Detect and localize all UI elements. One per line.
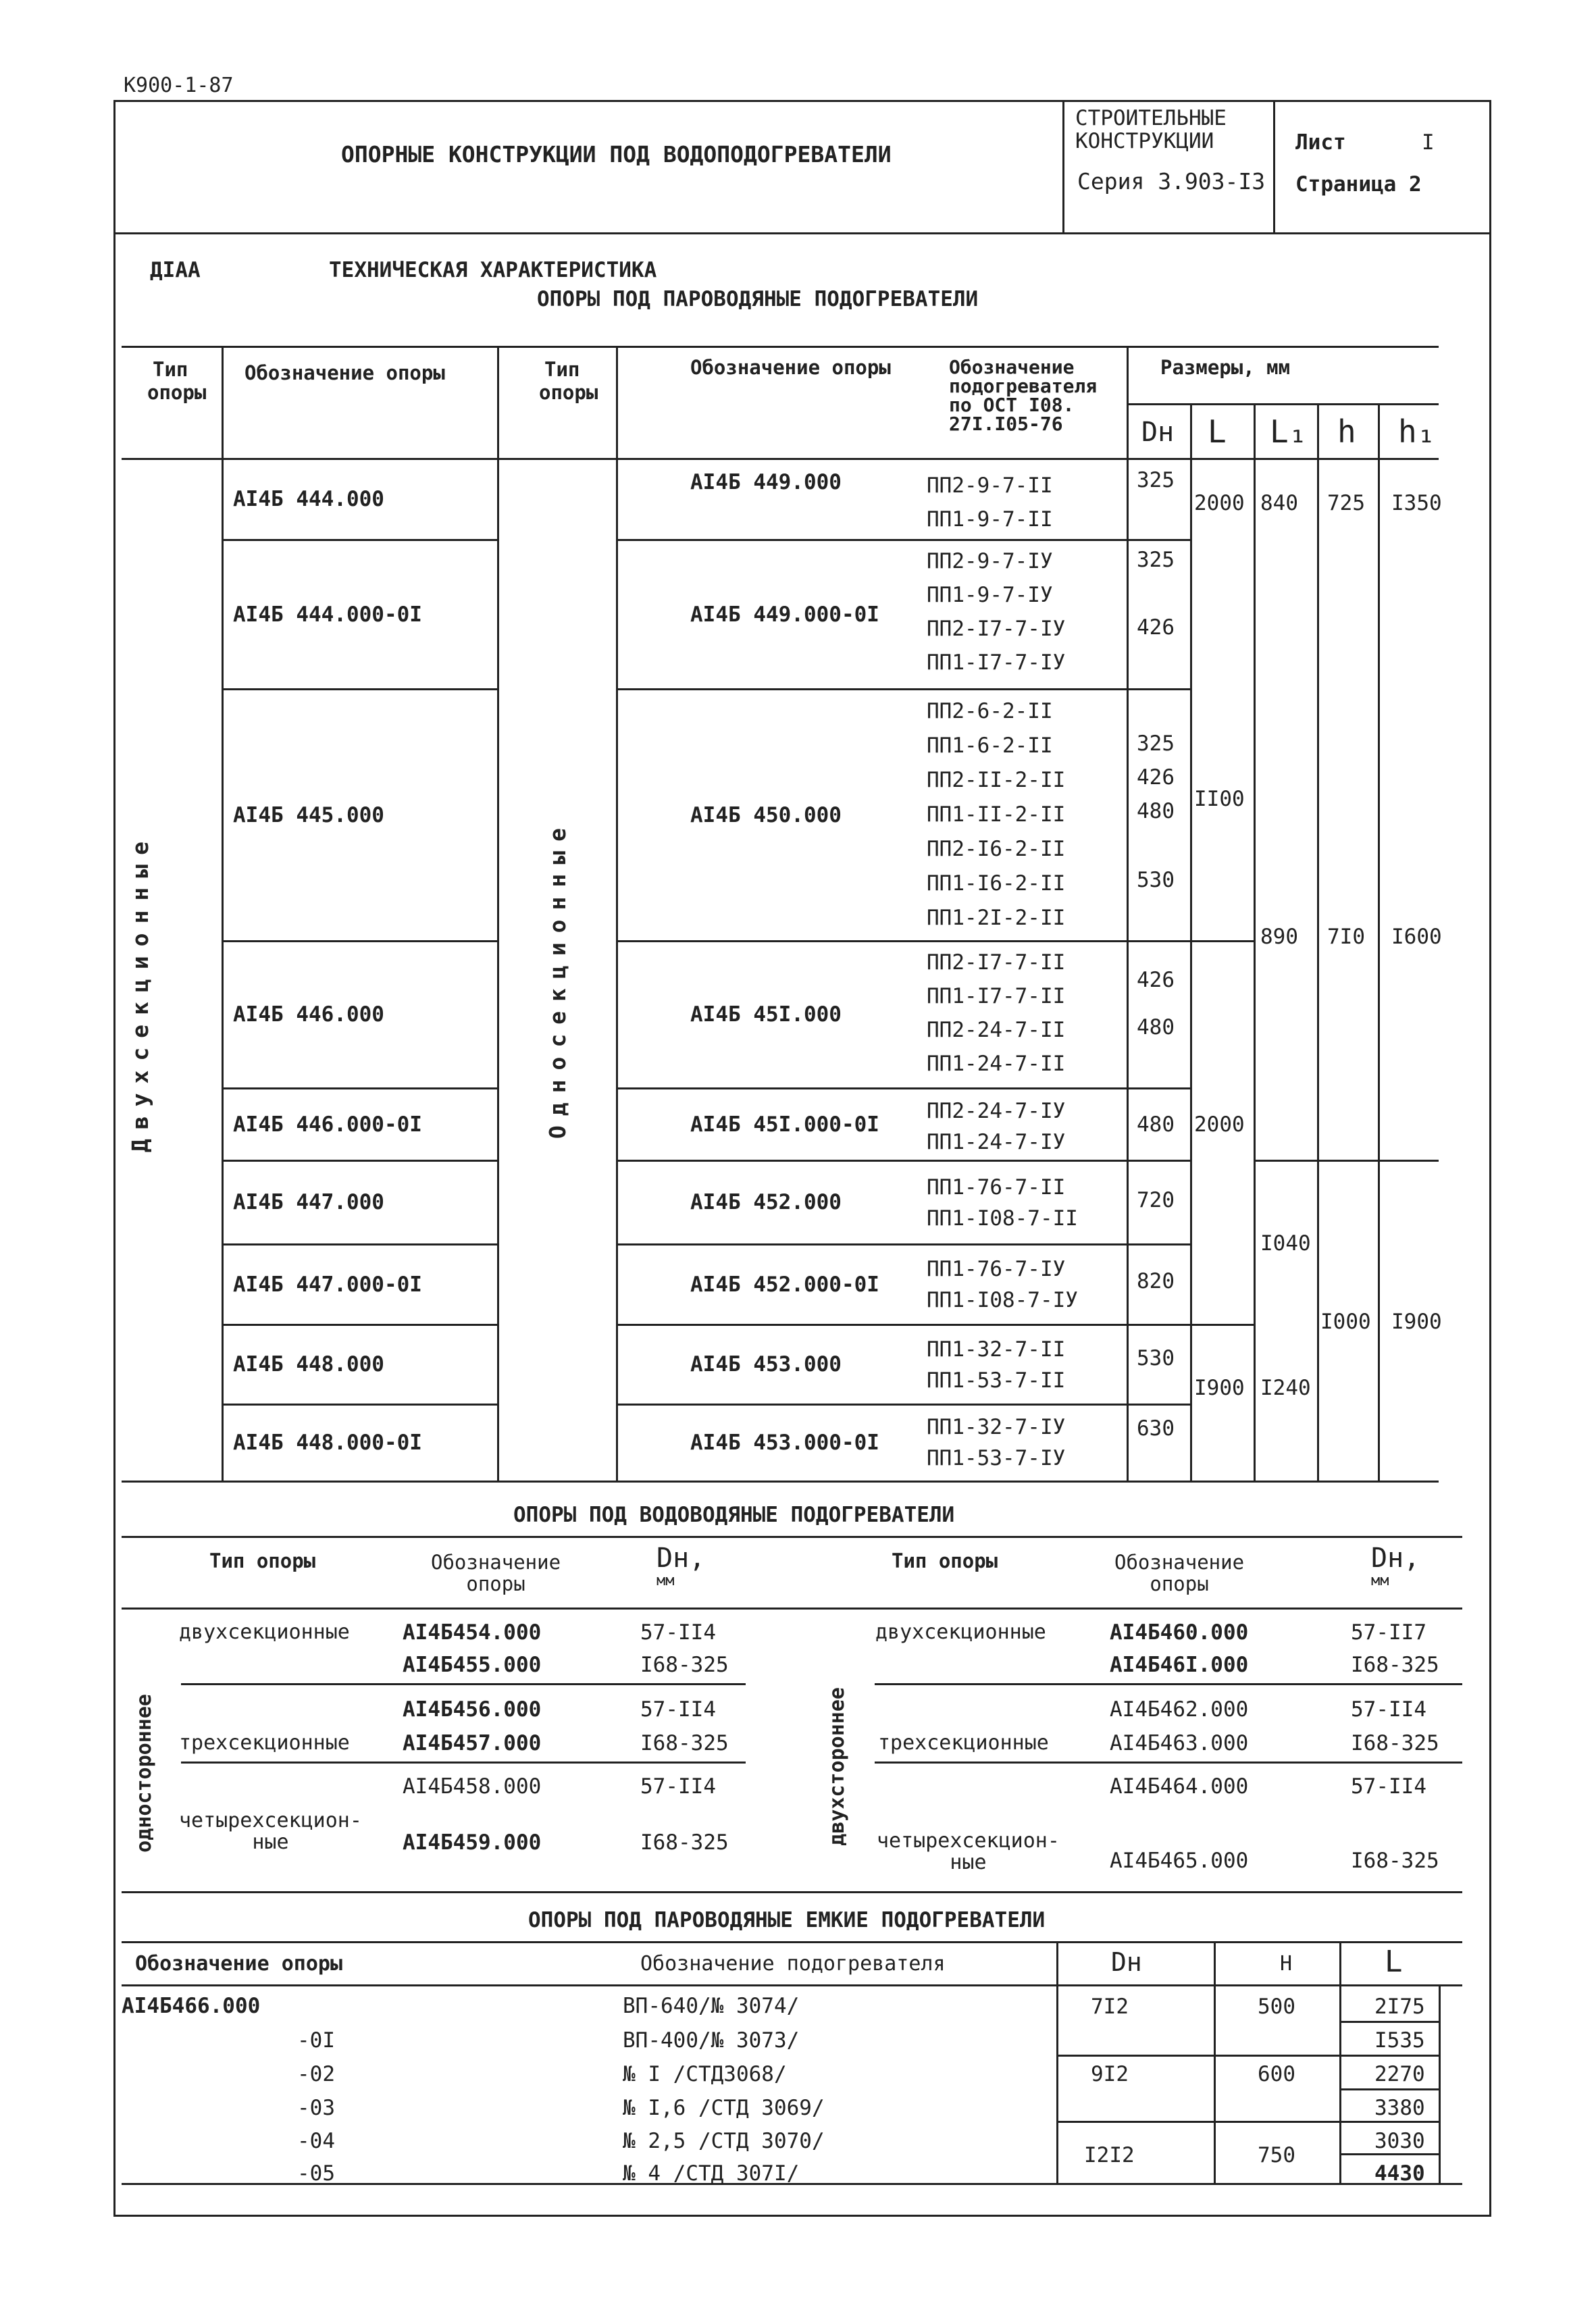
- steam-heater-list: ПП2-6-2-II ПП1-6-2-II ПП2-II-2-II ПП1-II-2-II ПП2-I6-2-II ПП1-I6-2-II ПП1-2I-2-II: [927, 699, 1066, 930]
- tank-l: 2270: [1374, 2062, 1425, 2086]
- water-right-dn: I68-325: [1351, 1731, 1439, 1755]
- steam-right-designation: АI4Б 450.000: [690, 802, 842, 827]
- water-h-dn-right: Dн, мм: [1371, 1543, 1420, 1589]
- steam-merge-sep: [1190, 1324, 1255, 1326]
- water-left-dn: I68-325: [640, 1731, 729, 1755]
- steam-vline: [616, 346, 618, 1483]
- steam-left-designation: АI4Б 444.000: [233, 487, 384, 511]
- steam-right-designation: АI4Б 45I.000-0I: [690, 1112, 879, 1137]
- tank-group-dn: I2I2: [1084, 2143, 1135, 2167]
- steam-heater-list: ПП2-9-7-II ПП1-9-7-II: [927, 473, 1053, 532]
- header-vline-1: [1062, 100, 1064, 232]
- steam-dims-line: [1127, 403, 1439, 405]
- steam-h-dims: Размеры, мм: [1160, 356, 1291, 379]
- steam-dn: 480: [1137, 1015, 1175, 1039]
- steam-type-right: Односекционные: [544, 819, 571, 1139]
- steam-left-designation: АI4Б 447.000-0I: [233, 1272, 422, 1297]
- steam-vline: [222, 346, 224, 1483]
- water-h-type-left: Тип опоры: [209, 1549, 316, 1572]
- steam-vline: [1190, 403, 1192, 1483]
- water-right-des: АI4Б463.000: [1110, 1731, 1249, 1755]
- water-right-dn: I68-325: [1351, 1653, 1439, 1677]
- steam-heater-list: ПП1-76-7-IУ ПП1-I08-7-IУ: [927, 1257, 1078, 1312]
- steam-left-designation: АI4Б 448.000: [233, 1352, 384, 1377]
- tank-group-h: 500: [1258, 1995, 1295, 2019]
- tank-heater: № I,6 /СТД 3069/: [623, 2096, 825, 2120]
- water-left-dn: I68-325: [640, 1653, 729, 1677]
- water-right-des: АI4Б464.000: [1110, 1774, 1249, 1799]
- steam-code: ДIАА: [150, 258, 201, 282]
- steam-merge-sep: [1254, 1160, 1318, 1162]
- water-left-dn: 57-II4: [640, 1620, 716, 1645]
- header-title: ОПОРНЫЕ КОНСТРУКЦИИ ПОД ВОДОПОДОГРЕВАТЕЛИ: [341, 141, 892, 168]
- steam-bottom-line: [122, 1481, 1439, 1483]
- steam-dn: 720: [1137, 1188, 1175, 1212]
- steam-right-designation: АI4Б 45I.000: [690, 1002, 842, 1027]
- steam-l-1100: II00: [1194, 787, 1245, 811]
- steam-dn: 325: [1137, 468, 1175, 492]
- steam-dn: 530: [1137, 1346, 1175, 1370]
- tank-title: ОПОРЫ ПОД ПАРОВОДЯНЫЕ ЕМКИЕ ПОДОГРЕВАТЕЛИ: [528, 1908, 1046, 1932]
- tank-vline: [1214, 1941, 1216, 2184]
- water-sep: [181, 1762, 746, 1764]
- water-right-des: АI4Б460.000: [1110, 1620, 1249, 1645]
- tank-vline: [1339, 1941, 1341, 2184]
- steam-heater-list: ПП1-32-7-IУ ПП1-53-7-IУ: [927, 1415, 1066, 1470]
- tank-l-sep: [1339, 2055, 1441, 2057]
- tank-l: 3030: [1374, 2129, 1425, 2153]
- tank-vline: [1056, 1941, 1058, 2184]
- steam-l-1900: I900: [1194, 1376, 1245, 1400]
- water-left-type: трехсекционные: [179, 1731, 350, 1755]
- water-header-bottom: [122, 1608, 1462, 1610]
- tank-group-dn: 9I2: [1091, 2062, 1129, 2086]
- steam-h-designation: Обозначение опоры: [244, 361, 445, 384]
- tank-des: АI4Б466.000: [122, 1994, 261, 2018]
- steam-h-725: 725: [1327, 491, 1365, 515]
- tank-heater: № 2,5 /СТД 3070/: [623, 2129, 825, 2153]
- tank-l: 2I75: [1374, 1995, 1425, 2019]
- water-sep: [875, 1762, 1462, 1764]
- steam-left-designation: АI4Б 446.000: [233, 1002, 384, 1027]
- steam-h-l: L: [1208, 413, 1227, 450]
- water-left-des: АI4Б458.000: [403, 1774, 542, 1799]
- steam-vline: [1378, 403, 1380, 1483]
- steam-dn: 426: [1137, 615, 1175, 640]
- water-right-type: двухсекционные: [875, 1620, 1046, 1644]
- tank-h-dn: Dн: [1111, 1947, 1142, 1977]
- steam-dn: 325: [1137, 731, 1175, 756]
- steam-dn: 480: [1137, 799, 1175, 823]
- water-right-type: трехсекционные: [878, 1731, 1049, 1755]
- steam-type-left: Двухсекционные: [127, 832, 153, 1153]
- steam-dn: 426: [1137, 765, 1175, 790]
- tank-group-sep: [1056, 2055, 1339, 2057]
- water-h-dn-left: Dн, мм: [657, 1543, 706, 1589]
- steam-h-type2: Тип опоры: [539, 358, 598, 404]
- steam-l1-1040: I040: [1260, 1231, 1311, 1256]
- header-vline-2: [1273, 100, 1275, 232]
- steam-title1: ТЕХНИЧЕСКАЯ ХАРАКТЕРИСТИКА: [329, 258, 657, 282]
- tank-des: -04: [297, 2129, 335, 2153]
- tank-h-heater: Обозначение подогревателя: [640, 1952, 946, 1976]
- steam-h-type: Тип опоры: [147, 358, 207, 404]
- tank-group-sep: [1056, 2121, 1339, 2123]
- tank-group-h: 600: [1258, 2062, 1295, 2086]
- steam-title2: ОПОРЫ ПОД ПАРОВОДЯНЫЕ ПОДОГРЕВАТЕЛИ: [537, 287, 979, 311]
- steam-right-designation: АI4Б 453.000: [690, 1352, 842, 1377]
- steam-right-designation: АI4Б 449.000-0I: [690, 602, 879, 627]
- steam-vline: [1317, 403, 1319, 1483]
- water-left-des: АI4Б455.000: [403, 1653, 542, 1677]
- water-right-des: АI4Б465.000: [1110, 1849, 1249, 1873]
- steam-h1-1350: I350: [1391, 491, 1442, 515]
- steam-right-designation: АI4Б 452.000-0I: [690, 1272, 879, 1297]
- water-right-dn: 57-II7: [1351, 1620, 1426, 1645]
- water-right-dn: 57-II4: [1351, 1697, 1426, 1722]
- header-divider: [113, 232, 1489, 234]
- steam-heater-list: ПП2-24-7-IУ ПП1-24-7-IУ: [927, 1099, 1066, 1154]
- steam-left-designation: АI4Б 448.000-0I: [233, 1431, 422, 1455]
- tank-l-sep: [1339, 2153, 1441, 2155]
- water-left-type: двухсекционные: [179, 1620, 350, 1644]
- water-left-dn: 57-II4: [640, 1774, 716, 1799]
- steam-heater-list: ПП2-9-7-IУ ПП1-9-7-IУ ПП2-I7-7-IУ ПП1-I7-7-IУ: [927, 549, 1066, 675]
- water-title: ОПОРЫ ПОД ВОДОВОДЯНЫЕ ПОДОГРЕВАТЕЛИ: [513, 1503, 955, 1527]
- water-bottom-line: [122, 1891, 1462, 1893]
- steam-h-h: h: [1337, 413, 1356, 450]
- tank-l: 3380: [1374, 2096, 1425, 2120]
- steam-h-710: 7I0: [1327, 925, 1365, 949]
- header-sheet-label: Лист: [1295, 130, 1346, 155]
- tank-h-l: L: [1385, 1945, 1403, 1979]
- steam-heater-list: ПП2-I7-7-II ПП1-I7-7-II ПП2-24-7-II ПП1-24-7-II: [927, 950, 1066, 1076]
- steam-dn: 630: [1137, 1416, 1175, 1441]
- header-section-line1: СТРОИТЕЛЬНЫЕ: [1075, 106, 1227, 130]
- tank-group-h: 750: [1258, 2143, 1295, 2167]
- tank-des: -02: [297, 2062, 335, 2086]
- tank-des: -0I: [297, 2028, 335, 2053]
- tank-h-h: H: [1280, 1952, 1293, 1976]
- steam-h-heater: Обозначение подогревателя по ОСТ I08. 27I.I05-76: [949, 356, 1098, 435]
- water-left-des: АI4Б459.000: [403, 1830, 542, 1855]
- header-page-label: Страница 2: [1295, 172, 1422, 197]
- tank-l-sep: [1339, 2021, 1441, 2023]
- water-side-right: двухстороннее: [825, 1687, 849, 1846]
- steam-left-designation: АI4Б 445.000: [233, 802, 384, 827]
- steam-h-dn: Dн: [1141, 417, 1175, 448]
- header-sheet-value: I: [1422, 130, 1435, 155]
- steam-vline: [1254, 403, 1256, 1483]
- tank-l: 4430: [1374, 2161, 1425, 2186]
- steam-dn: 325: [1137, 548, 1175, 572]
- steam-right-designation: АI4Б 449.000: [690, 470, 842, 494]
- tank-heater: ВП-400/№ 3073/: [623, 2028, 800, 2053]
- tank-l: I535: [1374, 2028, 1425, 2053]
- steam-dn: 480: [1137, 1112, 1175, 1137]
- header-section-line2: КОНСТРУКЦИИ: [1075, 129, 1214, 153]
- water-sep: [181, 1683, 746, 1685]
- steam-dn: 426: [1137, 968, 1175, 992]
- steam-dn: 530: [1137, 868, 1175, 892]
- water-left-dn: I68-325: [640, 1830, 729, 1855]
- water-sep: [875, 1683, 1462, 1685]
- steam-vline: [1127, 346, 1129, 1483]
- water-top-line: [122, 1536, 1462, 1538]
- steam-vline: [497, 346, 499, 1483]
- tank-l-sep: [1339, 2121, 1441, 2123]
- steam-right-designation: АI4Б 453.000-0I: [690, 1431, 879, 1455]
- tank-top-line: [122, 1941, 1462, 1943]
- tank-des: -03: [297, 2096, 335, 2120]
- steam-h-l1: L₁: [1270, 413, 1308, 450]
- water-h-type-right: Тип опоры: [892, 1549, 998, 1572]
- steam-h-1000: I000: [1320, 1310, 1371, 1334]
- steam-l1-840: 840: [1260, 491, 1298, 515]
- water-left-type-four: четырехсекцион- ные: [179, 1809, 362, 1854]
- steam-right-designation: АI4Б 452.000: [690, 1190, 842, 1214]
- water-left-des: АI4Б456.000: [403, 1697, 542, 1722]
- steam-heater-list: ПП1-76-7-II ПП1-I08-7-II: [927, 1175, 1078, 1231]
- water-right-des: АI4Б462.000: [1110, 1697, 1249, 1722]
- steam-l-2000-a: 2000: [1194, 491, 1245, 515]
- header-series: Серия 3.903-I3: [1077, 168, 1266, 195]
- water-side-left: одностороннее: [132, 1694, 156, 1853]
- water-h-designation-left: Обозначение опоры: [431, 1551, 561, 1595]
- water-right-type-four: четырехсекцион- ные: [877, 1829, 1060, 1874]
- water-right-dn: 57-II4: [1351, 1774, 1426, 1799]
- water-h-designation-right: Обозначение опоры: [1114, 1551, 1245, 1595]
- steam-left-designation: АI4Б 444.000-0I: [233, 602, 422, 627]
- steam-top-line: [122, 346, 1439, 348]
- water-left-dn: 57-II4: [640, 1697, 716, 1722]
- tank-heater: ВП-640/№ 3074/: [623, 1994, 800, 2018]
- steam-h1-1900: I900: [1391, 1310, 1442, 1334]
- tank-group-dn: 7I2: [1091, 1995, 1129, 2019]
- steam-merge-sep: [1190, 940, 1255, 942]
- water-left-des: АI4Б457.000: [403, 1731, 542, 1755]
- steam-heater-list: ПП1-32-7-II ПП1-53-7-II: [927, 1337, 1066, 1393]
- steam-h1-1600: I600: [1391, 925, 1442, 949]
- water-right-dn: I68-325: [1351, 1849, 1439, 1873]
- tank-h-designation: Обозначение опоры: [135, 1952, 343, 1976]
- tank-heater: № I /СТД3068/: [623, 2062, 787, 2086]
- tank-des: -05: [297, 2161, 335, 2186]
- tank-l-sep: [1339, 2088, 1441, 2090]
- tank-heater: № 4 /СТД 307I/: [623, 2161, 800, 2186]
- steam-left-designation: АI4Б 446.000-0I: [233, 1112, 422, 1137]
- steam-l1-890: 890: [1260, 925, 1298, 949]
- tank-header-bottom: [122, 1984, 1462, 1986]
- steam-h-designation2: Обозначение опоры: [690, 356, 891, 379]
- steam-left-designation: АI4Б 447.000: [233, 1190, 384, 1214]
- water-right-des: АI4Б46I.000: [1110, 1653, 1249, 1677]
- steam-dn: 820: [1137, 1269, 1175, 1293]
- water-left-des: АI4Б454.000: [403, 1620, 542, 1645]
- steam-l1-1240: I240: [1260, 1376, 1311, 1400]
- steam-h-h1: h₁: [1398, 413, 1436, 450]
- steam-l-2000-b: 2000: [1194, 1112, 1245, 1137]
- document-code: К900-1-87: [124, 74, 234, 97]
